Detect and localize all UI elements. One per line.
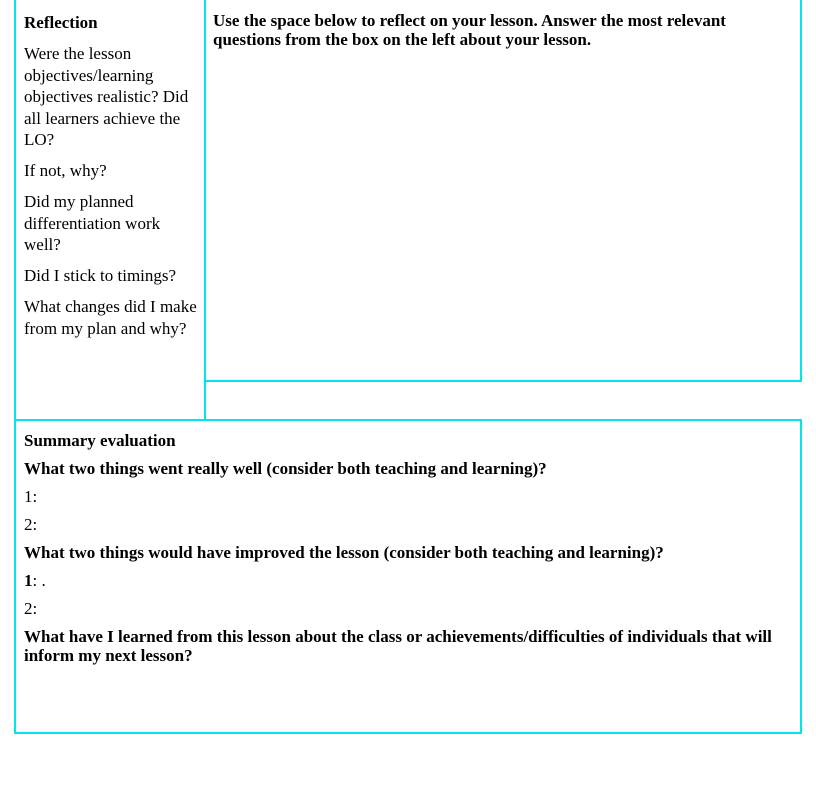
question-timings: Did I stick to timings? — [24, 266, 177, 285]
reflection-heading: Reflection — [24, 13, 98, 32]
question-changes: What changes did I make from my plan and why? — [24, 297, 197, 338]
question-objectives: Were the lesson objectives/learning objectives realistic? Did all learners achieve the LO? — [24, 44, 189, 149]
reflection-writing-area[interactable] — [204, 0, 802, 382]
column-divider — [204, 380, 206, 421]
question-if-not-why: If not, why? — [24, 161, 107, 180]
improved-item-1-text: : . — [32, 571, 46, 590]
reflection-prompt: Use the space below to reflect on your lesson. Answer the most relevant questions from the box on the left about your lesson. — [213, 11, 726, 49]
improved-question: What two things would have improved the lesson (consider both teaching and learning)? — [24, 543, 664, 562]
improved-item-2: 2: — [24, 599, 38, 618]
summary-heading: Summary evaluation — [24, 431, 176, 450]
went-well-item-1: 1: — [24, 487, 38, 506]
improved-item-1 — [24, 570, 46, 592]
went-well-item-2: 2: — [24, 515, 38, 534]
question-differentiation: Did my planned differentiation work well? — [24, 192, 161, 254]
learned-question: What have I learned from this lesson about the class or achievements/difficulties of individuals that will inform my next lesson? — [24, 627, 772, 665]
went-well-question: What two things went really well (consider both teaching and learning)? — [24, 459, 547, 478]
improved-item-1-number: 1 — [24, 571, 33, 590]
